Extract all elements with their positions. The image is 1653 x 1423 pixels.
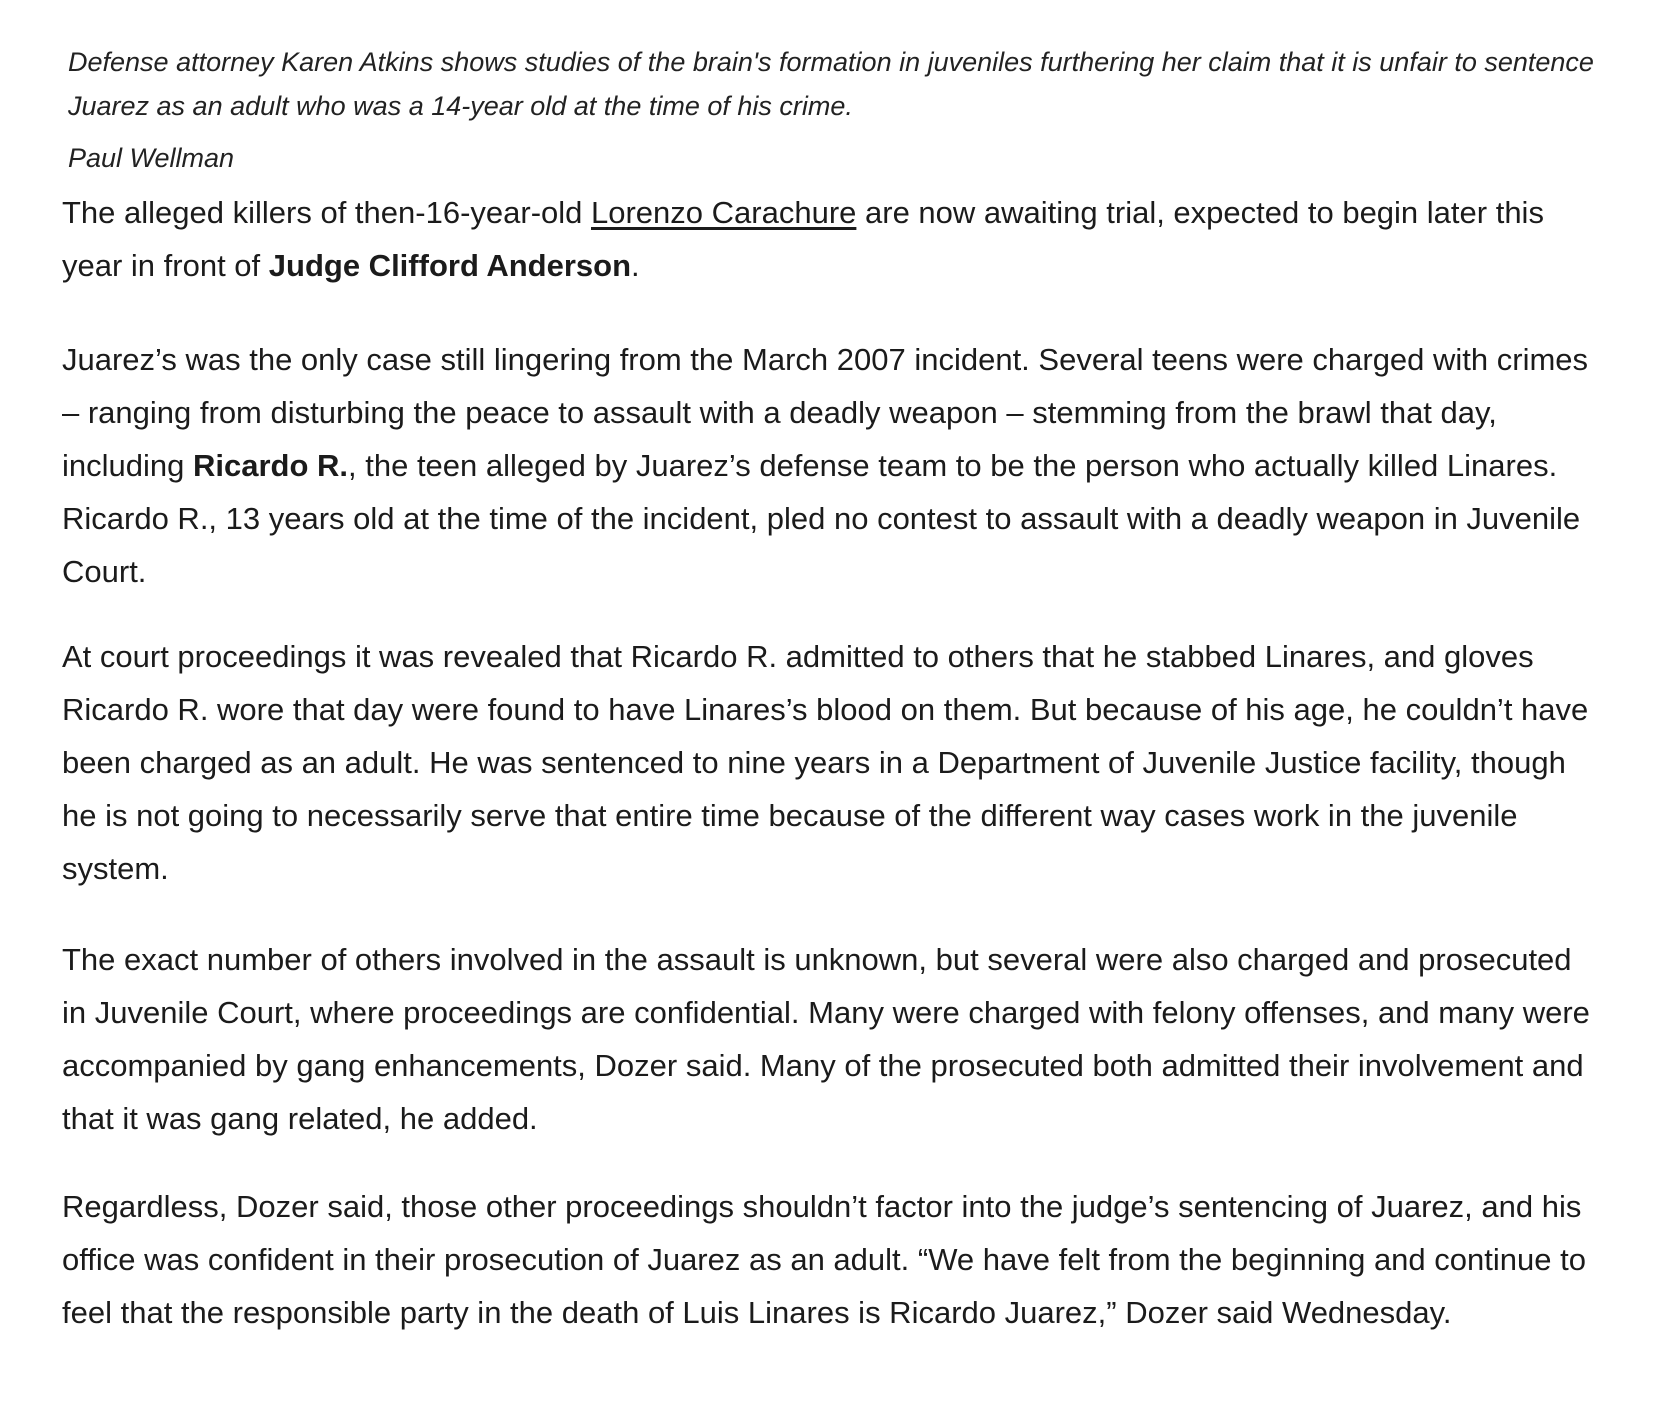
photo-credit: Paul Wellman	[68, 143, 235, 173]
photo-caption: Defense attorney Karen Atkins shows studies of the brain's formation in juveniles furthering her claim that it is unfair to sentence Juarez as an adult who was a 14-year old at the time of his crime.	[68, 47, 1594, 121]
article-paragraph-5: Regardless, Dozer said, those other proceedings shouldn’t factor into the judge’s sentencing of Juarez, and his office was confident in their prosecution of Juarez as an adult. “We have felt from the beginning and continue to feel that the responsible party in the death of Luis Linares is Ricardo Juarez,” Dozer said Wednesday.	[62, 1189, 1586, 1330]
judge-name: Judge Clifford Anderson	[268, 248, 632, 283]
article-paragraph-2	[62, 333, 1602, 598]
paragraph-text: are now awaiting trial, expected to begin later this year in front of	[62, 195, 1544, 283]
paragraph-text: , the teen alleged by Juarez’s defense team to be the person who actually killed Linares. Ricardo R., 13 years old at the time of the incident, pled no contest to assault with a deadly weapon in Juvenile Court.	[62, 448, 1581, 589]
article-paragraph-4: The exact number of others involved in the assault is unknown, but several were also charged and prosecuted in Juvenile Court, where proceedings are confidential. Many were charged with felony offenses, and many were accompanied by gang enhancements, Dozer said. Many of the prosecuted both admitted their involvement and that it was gang related, he added.	[62, 942, 1590, 1136]
ricardo-r-name: Ricardo R.	[192, 448, 349, 483]
article-paragraph-3: At court proceedings it was revealed that Ricardo R. admitted to others that he stabbed Linares, and gloves Ricardo R. wore that day were found to have Linares’s blood on them. But because of his age, he couldn’t have been charged as an adult. He was sentenced to nine years in a Department of Juvenile Justice facility, though he is not going to necessarily serve that entire time because of the different way cases work in the juvenile system.	[62, 639, 1589, 886]
paragraph-text: .	[631, 248, 640, 283]
paragraph-text: The alleged killers of then-16-year-old	[62, 195, 591, 230]
lorenzo-carachure-link[interactable]: Lorenzo Carachure	[591, 195, 857, 230]
paragraph-text: Juarez’s was the only case still lingering from the March 2007 incident. Several teens were charged with crimes – ranging from disturbing the peace to assault with a deadly weapon – stemming from the brawl that day, including	[62, 342, 1589, 483]
article-paragraph-1	[62, 186, 1602, 292]
